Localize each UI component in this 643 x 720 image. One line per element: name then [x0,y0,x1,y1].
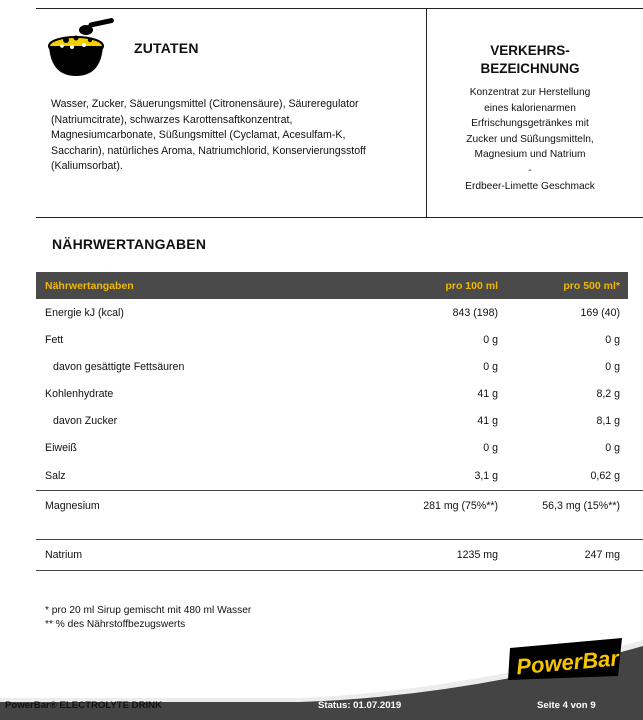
header-per-500ml: pro 500 ml* [563,279,620,292]
row-label: Eiweiß [45,441,77,454]
footer-status: Status: 01.07.2019 [318,700,402,711]
row-value-100ml: 41 g [477,414,498,427]
designation-text: Konzentrat zur Herstellung eines kalorienarmen Erfrischungsgetränkes mit Zucker und Süßungsmitteln, Magnesium und Natrium - Erdbeer-Limette Geschmack [465,87,595,192]
row-value-100ml: 843 (198) [452,306,498,319]
nutrition-title: NÄHRWERTANGABEN [52,236,207,252]
row-value-500ml: 56,3 mg (15%**) [542,499,620,512]
row-label: Natrium [45,549,83,561]
nutrition-table-header [36,272,628,299]
top-rule [36,8,643,9]
header-per-100ml: pro 100 ml [445,279,498,292]
row-value-500ml: 247 mg [584,549,620,561]
footer-page-number: Seite 4 von 9 [537,700,596,711]
row-value-100ml: 41 g [477,387,498,400]
row-label: davon gesättigte Fettsäuren [53,360,185,373]
row-value-500ml: 8,2 g [596,387,620,400]
section-rule [36,217,643,218]
footnotes [45,604,251,632]
row-label: Salz [45,469,66,482]
column-divider [426,8,427,217]
row-value-500ml: 0 g [605,441,620,454]
row-value-100ml: 1235 mg [456,549,498,561]
row-label: Fett [45,333,64,346]
table-row [36,434,628,461]
row-value-500ml: 0 g [605,360,620,373]
table-row [36,407,628,434]
table-row [36,326,628,353]
table-row [36,353,628,380]
table-separator [36,570,643,571]
header-nutrient: Nährwertangaben [45,279,134,292]
row-value-500ml: 169 (40) [580,306,620,319]
powerbar-logo [506,636,624,682]
row-value-100ml: 0 g [483,360,498,373]
bowl-with-spoon-icon [46,16,118,78]
table-row [36,299,628,326]
row-label: Kohlenhydrate [45,387,114,400]
nutrition-table [36,272,628,571]
ingredients-title: ZUTATEN [134,40,199,56]
row-value-500ml: 0,62 g [590,469,620,482]
svg-text:PowerBar: PowerBar [515,645,620,680]
footnote: ** % des Nährstoffbezugswerts [45,619,186,630]
row-label: Magnesium [45,499,100,512]
row-value-500ml: 0 g [605,333,620,346]
table-row [36,491,628,520]
row-value-100ml: 281 mg (75%**) [423,499,498,512]
table-row [36,380,628,407]
row-value-100ml: 3,1 g [474,469,498,482]
table-row [36,461,628,490]
table-row [36,540,628,570]
row-label: davon Zucker [53,414,118,427]
row-value-100ml: 0 g [483,441,498,454]
footer-product: PowerBar® ELECTROLYTE DRINK [5,700,163,711]
designation-title: VERKEHRS- BEZEICHNUNG [480,43,580,76]
footnote: * pro 20 ml Sirup gemischt mit 480 ml Wasser [45,605,252,616]
row-value-500ml: 8,1 g [596,414,620,427]
row-value-100ml: 0 g [483,333,498,346]
ingredients-text: Wasser, Zucker, Säuerungsmittel (Citronensäure), Säureregulator (Natriumcitrate), schwarzes Karottensaftkonzentrat, Magnesiumcarbonate, Süßungsmittel (Cyclamat, Acesulfam-K, Saccharin), natürliches Aroma, Natriumchlorid, Konservierungsstoff (Kaliumsorbat). [51,98,366,172]
row-label: Energie kJ (kcal) [45,306,124,319]
